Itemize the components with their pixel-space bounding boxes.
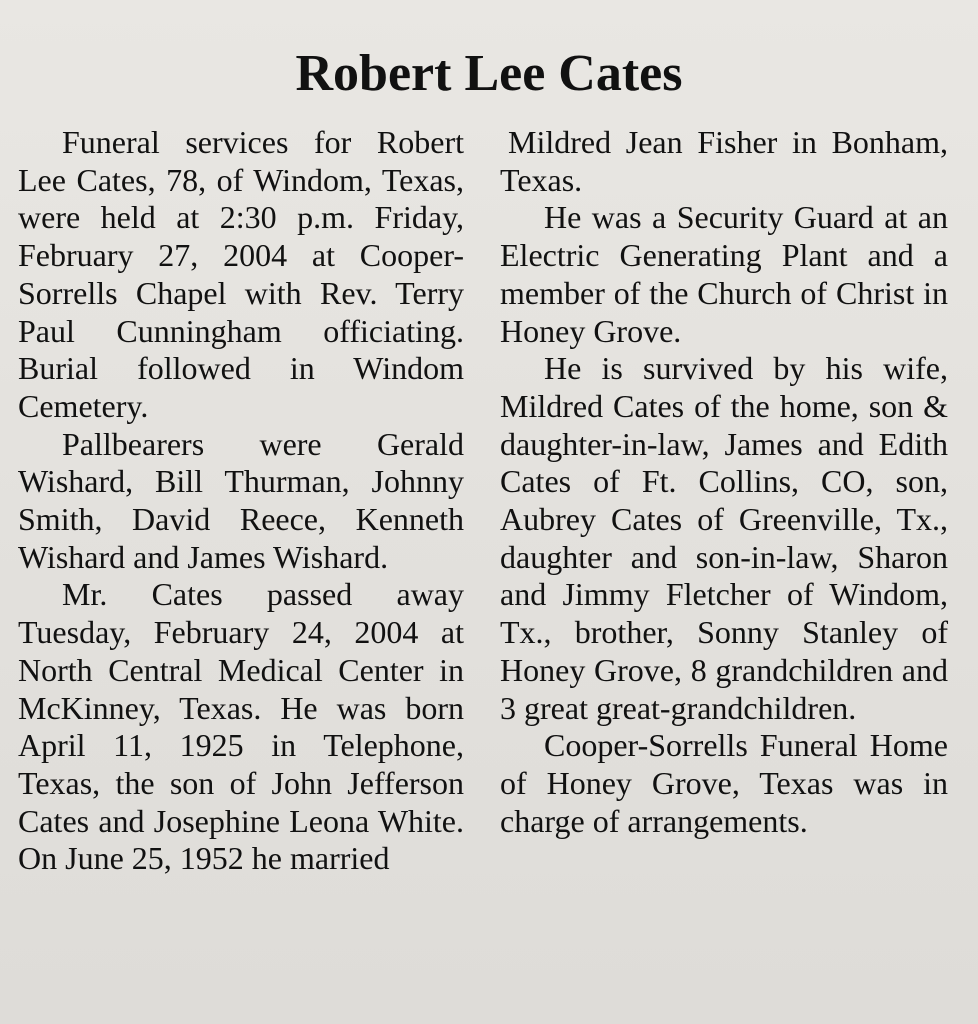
paragraph-occupation: He was a Security Guard at an Electric Generating Plant and a member of the Church of Christ in Honey Grove.: [500, 199, 948, 349]
left-column: [18, 124, 464, 878]
obituary-title: Robert Lee Cates: [295, 45, 683, 102]
paragraph-pallbearers: Pallbearers were Gerald Wishard, Bill Thurman, Johnny Smith, David Reece, Kenneth Wishard and James Wishard.: [18, 425, 464, 575]
paragraph-arrangements: Cooper-Sorrells Funeral Home of Honey Grove, Texas was in charge of arrangements.: [500, 727, 948, 839]
paragraph-funeral-services: Funeral services for Robert Lee Cates, 78, of Windom, Texas, were held at 2:30 p.m. Friday, February 27, 2004 at Cooper-Sorrells Chapel with Rev. Terry Paul Cunningham officiating. Burial followed in Windom Cemetery.: [18, 124, 464, 424]
paragraph-passing: Mr. Cates passed away Tuesday, February 24, 2004 at North Central Medical Center in McKinney, Texas. He was born April 11, 1925 in Telephone, Texas, the son of John Jefferson Cates and Josephine Leona White. On June 25, 1952 he married: [18, 576, 464, 877]
paragraph-marriage-continued: Mildred Jean Fisher in Bonham, Texas.: [500, 124, 948, 198]
paragraph-survivors: He is survived by his wife, Mildred Cates of the home, son & daughter-in-law, James and Edith Cates of Ft. Collins, CO, son, Aubrey Cates of Greenville, Tx., daughter and son-in-law, Sharon and Jimmy Fletcher of Windom, Tx., brother, Sonny Stanley of Honey Grove, 8 grandchildren and 3 great great-grandchildren.: [500, 350, 948, 726]
right-column: [500, 124, 948, 840]
